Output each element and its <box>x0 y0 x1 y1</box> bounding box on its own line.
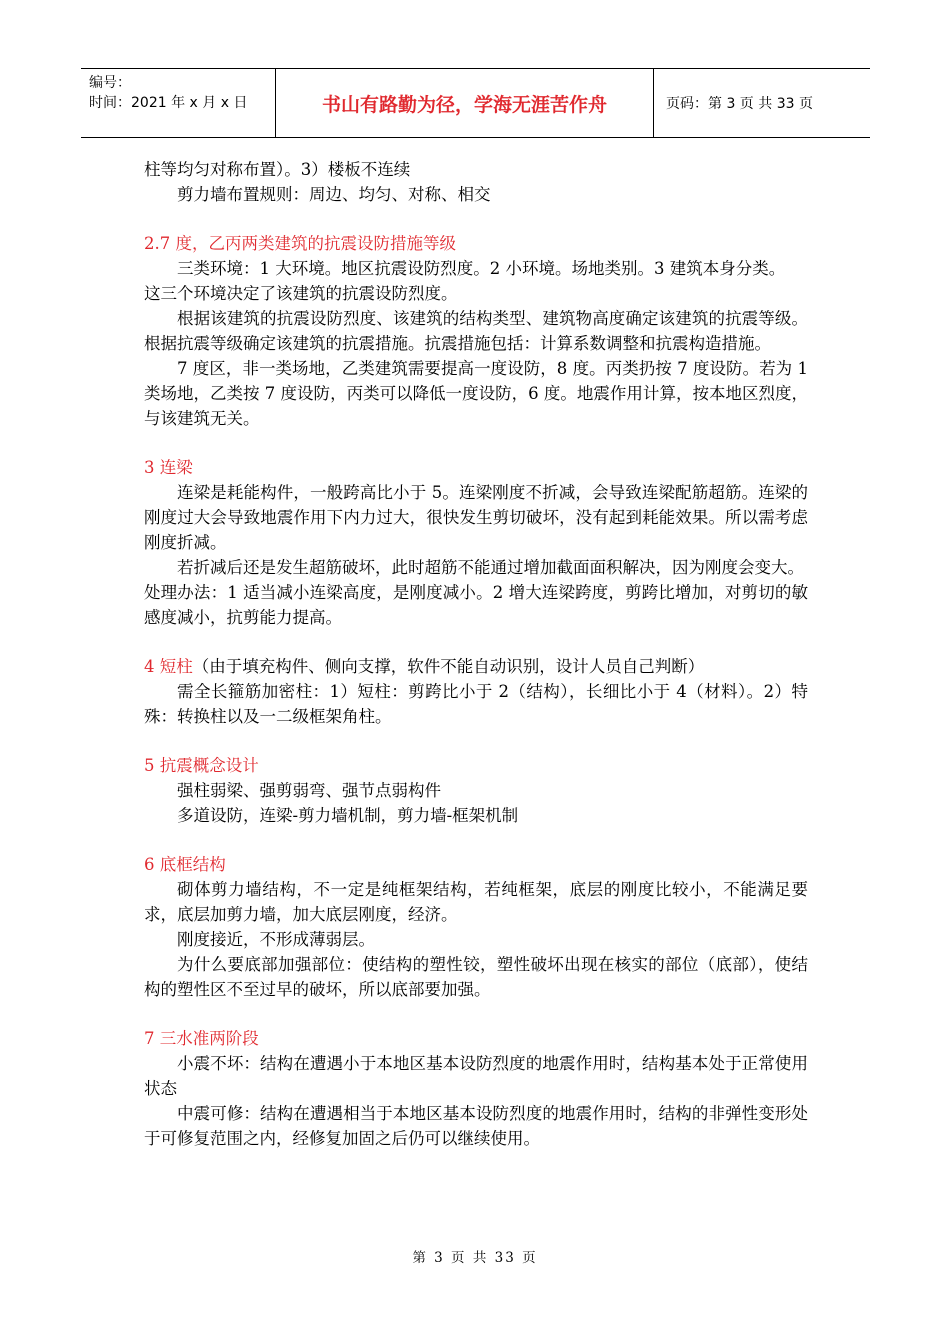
section-4-paragraph-1: 需全长箍筋加密柱：1）短柱：剪跨比小于 2（结构），长细比小于 4（材料）。2）特殊：转换柱以及一二级框架角柱。 <box>144 682 808 726</box>
section-4-title-note: （由于填充构件、侧向支撑，软件不能自动识别，设计人员自己判断） <box>192 657 705 676</box>
section-2-7-paragraph-2: 这三个环境决定了该建筑的抗震设防烈度。 <box>144 284 458 303</box>
section-6-paragraph-2: 刚度接近，不形成薄弱层。 <box>177 930 375 949</box>
section-7-heading: 7 三水准两阶段 <box>144 1029 259 1048</box>
section-7-paragraph-1: 小震不坏：结构在遭遇小于本地区基本设防烈度的地震作用时，结构基本处于正常使用状态 <box>144 1054 808 1098</box>
section-2-7-paragraph-3: 根据该建筑的抗震设防烈度、该建筑的结构类型、建筑物高度确定该建筑的抗震等级。根据抗震等级确定该建筑的抗震措施。抗震措施包括：计算系数调整和抗震构造措施。 <box>144 309 808 353</box>
section-4-heading <box>144 654 808 679</box>
section-7-paragraph-2: 中震可修：结构在遭遇相当于本地区基本设防烈度的地震作用时，结构的非弹性变形处于可修复范围之内，经修复加固之后仍可以继续使用。 <box>144 1104 808 1148</box>
section-4-title: 4 短柱 <box>144 657 193 676</box>
intro-line-1: 柱等均匀对称布置）。3）楼板不连续 <box>144 160 411 179</box>
section-5-paragraph-2: 多道设防，连梁-剪力墙机制，剪力墙-框架机制 <box>177 806 519 825</box>
header-motto: 书山有路勤为径，学海无涯苦作舟 <box>276 69 654 137</box>
section-5-heading: 5 抗震概念设计 <box>144 756 259 775</box>
section-3-heading: 3 连梁 <box>144 458 193 477</box>
header-page-info: 页码：第 3 页 共 33 页 <box>666 96 813 112</box>
section-2-7-paragraph-1: 三类环境：1 大环境。地区抗震设防烈度。2 小环境。场地类别。3 建筑本身分类。 <box>177 259 786 278</box>
page-footer: 第 3 页 共 33 页 <box>412 1250 538 1266</box>
intro-line-2: 剪力墙布置规则：周边、均匀、对称、相交 <box>177 185 491 204</box>
section-6-paragraph-1: 砌体剪力墙结构，不一定是纯框架结构，若纯框架，底层的刚度比较小，不能满足要求，底层加剪力墙，加大底层刚度，经济。 <box>144 880 808 924</box>
section-3-paragraph-2: 若折减后还是发生超筋破坏，此时超筋不能通过增加截面面积解决，因为刚度会变大。 <box>177 558 804 577</box>
document-body <box>144 157 808 1151</box>
number-label: 编号： <box>89 75 131 91</box>
header-meta <box>81 69 276 137</box>
section-3-paragraph-3: 处理办法：1 适当减小连梁高度，是刚度减小。2 增大连梁跨度，剪跨比增加，对剪切的敏感度减小，抗剪能力提高。 <box>144 583 808 627</box>
section-2-7-heading: 2.7 度，乙丙两类建筑的抗震设防措施等级 <box>144 234 456 253</box>
section-6-paragraph-3: 为什么要底部加强部位：使结构的塑性铰，塑性破坏出现在核实的部位（底部），使结构的塑性区不至过早的破坏，所以底部要加强。 <box>144 955 808 999</box>
section-3-paragraph-1: 连梁是耗能构件，一般跨高比小于 5。连梁刚度不折减，会导致连梁配筋超筋。连梁的刚度过大会导致地震作用下内力过大，很快发生剪切破坏，没有起到耗能效果。所以需考虑刚度折减。 <box>144 483 808 552</box>
section-5-paragraph-1: 强柱弱梁、强剪弱弯、强节点弱构件 <box>177 781 441 800</box>
section-2-7-paragraph-4: 7 度区，非一类场地，乙类建筑需要提高一度设防，8 度。丙类扔按 7 度设防。若为 1 类场地，乙类按 7 度设防，丙类可以降低一度设防，6 度。地震作用计算，按本地区烈度，与该建筑无关。 <box>144 359 808 428</box>
page-header <box>81 68 870 138</box>
section-6-heading: 6 底框结构 <box>144 855 226 874</box>
time-label: 时间：2021 年 x 月 x 日 <box>89 95 248 111</box>
